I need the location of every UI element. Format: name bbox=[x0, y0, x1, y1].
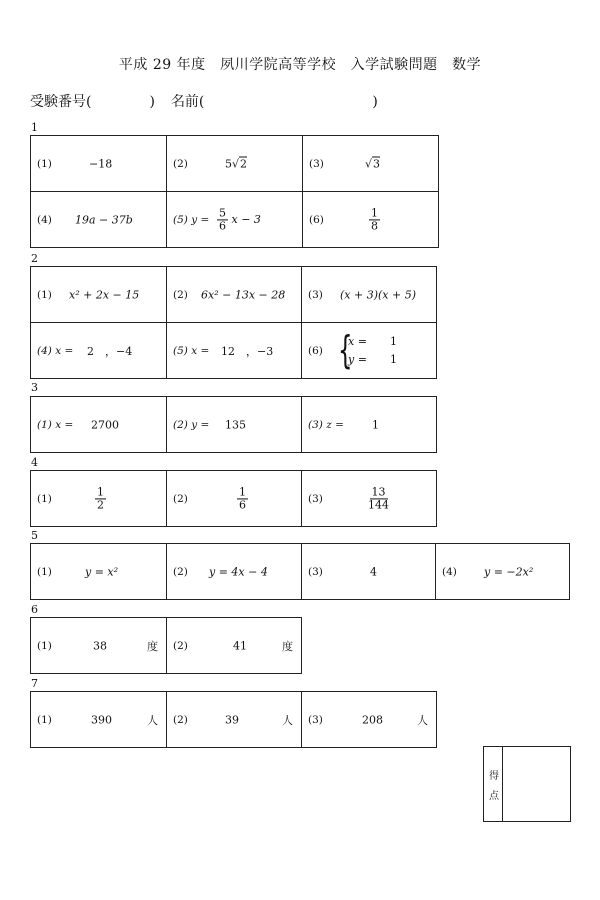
score-label: 得 点 bbox=[489, 771, 499, 802]
answer-value: y = x² bbox=[85, 565, 119, 578]
answer-cell[interactable]: (1) 390 人 bbox=[31, 692, 167, 748]
answer-cell[interactable]: (1) x² + 2x − 15 bbox=[31, 267, 167, 323]
answer-value: $\frac{5}{6}$ x − 3 bbox=[219, 205, 261, 232]
answer-value: 4 bbox=[370, 565, 377, 578]
answer-table-5 bbox=[30, 543, 570, 600]
section-label-4: 4 bbox=[31, 456, 38, 469]
answer-cell[interactable]: (2) 6x² − 13x − 28 bbox=[167, 267, 302, 323]
fraction: $\frac{1}{6}$ bbox=[239, 484, 246, 511]
answer-table-1 bbox=[30, 135, 439, 248]
answer-cell[interactable]: (5) y = $\frac{5}{6}$ x − 3 bbox=[167, 192, 303, 248]
answer-value: −18 bbox=[89, 157, 113, 170]
answer-value: 5√2 bbox=[225, 157, 248, 170]
answer-cell[interactable]: (2) $\frac{1}{6}$ bbox=[167, 471, 302, 527]
answer-cell[interactable]: (2) y = 4x − 4 bbox=[167, 544, 302, 600]
answer-cell[interactable]: (1) $\frac{1}{2}$ bbox=[31, 471, 167, 527]
answer-value: 39 bbox=[225, 713, 239, 726]
answer-cell[interactable]: (3) z = 1 bbox=[302, 397, 437, 453]
answer-cell[interactable]: (4) y = −2x² bbox=[436, 544, 570, 600]
answer-cell[interactable]: (6) { x = 1 y = 1 bbox=[302, 323, 437, 379]
page-title: 平成 29 年度 夙川学院高等学校 入学試験問題 数学 bbox=[118, 57, 482, 73]
answer-cell[interactable]: (1) x = 2700 bbox=[31, 397, 167, 453]
answer-cell[interactable]: (3) (x + 3)(x + 5) bbox=[302, 267, 437, 323]
answer-value: 6x² − 13x − 28 bbox=[201, 288, 286, 301]
answer-value bbox=[95, 486, 106, 511]
section-label-2: 2 bbox=[31, 252, 38, 265]
answer-cell[interactable]: (1) y = x² bbox=[31, 544, 167, 600]
answer-cell[interactable]: (5) x = 12 ，−3 bbox=[167, 323, 302, 379]
answer-table-3 bbox=[30, 396, 437, 453]
answer-value: 208 bbox=[362, 713, 383, 726]
name-label: 名前( bbox=[170, 94, 205, 110]
exam-info bbox=[30, 91, 378, 111]
brace-symbol: { bbox=[338, 328, 353, 372]
answer-cell[interactable]: (3) $\frac{13}{144}$ bbox=[302, 471, 437, 527]
unit-label: 人 bbox=[147, 713, 158, 727]
answer-cell[interactable]: (3) 4 bbox=[302, 544, 436, 600]
answer-table-4 bbox=[30, 470, 437, 527]
answer-value: 38 bbox=[93, 639, 107, 652]
answer-value: x² + 2x − 15 bbox=[69, 288, 140, 301]
answer-cell[interactable]: (2) 5√2 bbox=[167, 136, 303, 192]
score-divider bbox=[502, 747, 503, 821]
exam-number-label: 受験番号( bbox=[30, 94, 92, 110]
answer-value: 12 ，−3 bbox=[221, 344, 274, 358]
exam-number-close: ) bbox=[149, 94, 155, 110]
fraction: $\frac{1}{8}$ bbox=[371, 205, 378, 232]
answer-value: 1 bbox=[372, 418, 379, 431]
sqrt-symbol: √3 bbox=[365, 157, 381, 170]
answer-cell[interactable]: (4) 19a − 37b bbox=[31, 192, 167, 248]
answer-cell[interactable]: (3) 208 人 bbox=[302, 692, 437, 748]
answer-value: y = −2x² bbox=[484, 565, 534, 578]
section-label-1: 1 bbox=[31, 121, 38, 134]
answer-cell[interactable]: (1) −18 bbox=[31, 136, 167, 192]
answer-cell[interactable]: (3) √3 bbox=[303, 136, 439, 192]
fraction: $\frac{13}{144}$ bbox=[368, 484, 389, 511]
score-box bbox=[483, 746, 571, 822]
answer-value: (x + 3)(x + 5) bbox=[340, 288, 416, 301]
answer-cell[interactable]: (2) y = 135 bbox=[167, 397, 302, 453]
name-close: ) bbox=[372, 94, 378, 110]
answer-table-7 bbox=[30, 691, 437, 748]
answer-value: 19a − 37b bbox=[75, 213, 133, 226]
answer-cell[interactable]: (4) x = 2 ，−4 bbox=[31, 323, 167, 379]
answer-value: y = 4x − 4 bbox=[209, 565, 268, 578]
answer-cell[interactable]: (6) $\frac{1}{8}$ bbox=[303, 192, 439, 248]
answer-cell[interactable]: (2) 41 度 bbox=[167, 618, 302, 674]
answer-value: 2700 bbox=[91, 418, 119, 431]
unit-label: 度 bbox=[282, 639, 293, 653]
answer-table-2 bbox=[30, 266, 437, 379]
answer-value: 2 ，−4 bbox=[87, 344, 133, 358]
unit-label: 人 bbox=[417, 713, 428, 727]
fraction: $\frac{5}{6}$ bbox=[219, 205, 226, 232]
equation-system: x = 1 y = 1 bbox=[348, 335, 397, 366]
section-label-5: 5 bbox=[31, 529, 38, 542]
answer-value bbox=[365, 157, 380, 170]
answer-value: 390 bbox=[91, 713, 112, 726]
fraction: $\frac{1}{2}$ bbox=[97, 484, 104, 511]
answer-table-6 bbox=[30, 617, 302, 674]
answer-value bbox=[369, 207, 380, 232]
section-label-6: 6 bbox=[31, 603, 38, 616]
answer-value: 41 bbox=[233, 639, 247, 652]
answer-value bbox=[366, 486, 391, 511]
unit-label: 度 bbox=[147, 639, 158, 653]
section-label-3: 3 bbox=[31, 381, 38, 394]
answer-value bbox=[237, 486, 248, 511]
section-label-7: 7 bbox=[31, 677, 38, 690]
unit-label: 人 bbox=[282, 713, 293, 727]
answer-cell[interactable]: (2) 39 人 bbox=[167, 692, 302, 748]
sqrt-symbol: √2 bbox=[232, 157, 248, 170]
answer-value: 135 bbox=[225, 418, 246, 431]
answer-cell[interactable]: (1) 38 度 bbox=[31, 618, 167, 674]
